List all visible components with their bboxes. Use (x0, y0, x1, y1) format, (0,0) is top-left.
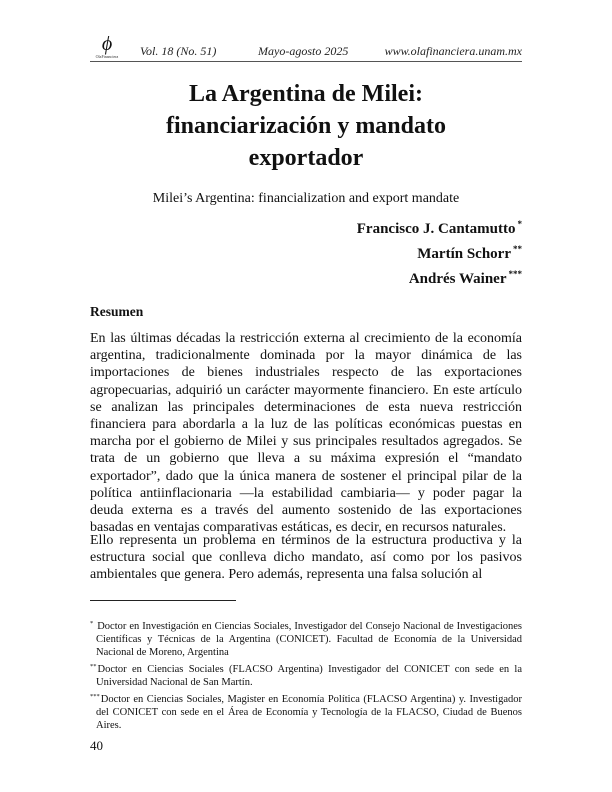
abstract-heading: Resumen (90, 304, 144, 319)
running-header (90, 33, 522, 62)
page-number: 40 (90, 738, 103, 753)
body-paragraph: Ello representa un problema en términos de la estructura productiva y la estructura social que conlleva dicho mandato, así como por los pasivos ambientales que genera. Pero además, representa una falsa solución al (90, 533, 522, 583)
author-list (357, 214, 522, 289)
english-subtitle: Milei’s Argentina: financialization and export mandate (152, 191, 460, 206)
footnote-separator (90, 600, 236, 601)
title-line: La Argentina de Milei: (189, 81, 423, 107)
abstract-paragraph: En las últimas décadas la restricción externa al crecimiento de la economía argentina, tradicionalmente dominada por la mayor dinámica de las importaciones de bienes industriales respecto de las exportaciones agropecuarias, adquirió un carácter mayormente financiero. En este artículo se analizan las principales determinaciones de esta nueva restricción financiera para abordarla a la luz de las políticas económicas puestas en marcha por el gobierno de Milei y sus principales resultados agregados. Se trata de un gobierno que lleva a su máxima expresión el “mandato exportador”, dado que la única manera de sostener el principal pilar de la política antiinflacionaria —la estabilidad cambiaria— y poder pagar la deuda externa es a través del aumento sostenido de las exportaciones basadas en ventajas comparativas estáticas, es decir, en recursos naturales. (90, 331, 522, 536)
footnote-text: Doctor en Investigación en Ciencias Sociales, Investigador del Consejo Nacional de Investigaciones Científicas y Técnicas de la Argentina (CONICET). Facultad de Economía de la Universidad Nacional de Moreno, Argentina (96, 621, 522, 658)
author (357, 214, 522, 239)
footnote-text: Doctor en Ciencias Sociales, Magister en Economía Política (FLACSO Argentina) y. Investigador del CONICET con sede en el Área de Economía y Tecnología de la FLACSO, Ciudad de Buenos Aires. (96, 694, 522, 731)
author-name: Martín Schorr (417, 246, 511, 262)
footnote (90, 660, 522, 689)
footnote (90, 690, 522, 732)
footnote-text: Doctor en Ciencias Sociales (FLACSO Argentina) Investigador del CONICET con sede en la Universidad Nacional de San Martín. (96, 664, 522, 688)
title-line: financiarización y mandato (166, 113, 446, 139)
article-title (90, 78, 522, 174)
phi-logo-icon: ϕ (101, 33, 113, 55)
journal-logo (90, 34, 124, 64)
author-footnote-mark[interactable]: ** (513, 244, 522, 254)
author-name: Francisco J. Cantamutto (356, 221, 516, 237)
author-footnote-mark[interactable]: * (517, 219, 522, 229)
footnote-mark: * (90, 620, 94, 627)
footnote (90, 617, 522, 659)
author-footnote-mark[interactable]: *** (508, 269, 522, 279)
logo-wordmark: OlaFinanciera (95, 54, 119, 59)
journal-url[interactable]: www.olafinanciera.unam.mx (384, 44, 522, 58)
footnotes (90, 617, 522, 733)
title-line: exportador (248, 145, 364, 171)
author (357, 264, 522, 289)
author (357, 239, 522, 264)
author-name: Andrés Wainer (408, 271, 507, 287)
footnote-mark: *** (90, 693, 100, 700)
header-rule (90, 61, 522, 62)
volume-label: Vol. 18 (No. 51) (140, 44, 217, 58)
footnote-mark: ** (90, 663, 97, 670)
issue-date: Mayo-agosto 2025 (258, 44, 349, 58)
